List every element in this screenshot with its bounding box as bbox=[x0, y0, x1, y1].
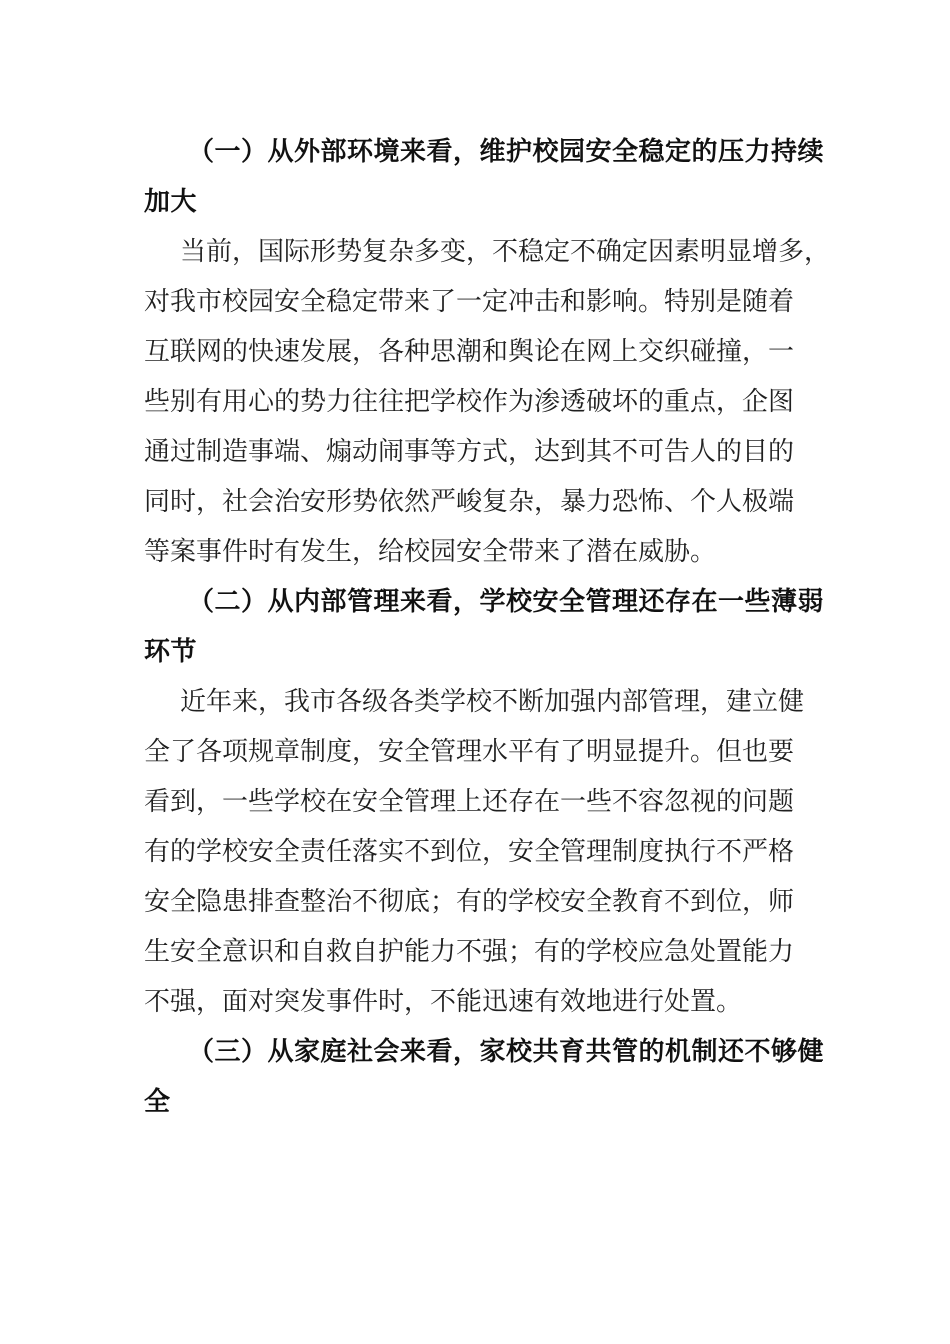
heading-line: （三）从家庭社会来看，家校共育共管的机制还不够健 bbox=[188, 1037, 825, 1067]
paragraph-line: 些别有用心的势力往往把学校作为渗透破坏的重点，企图 bbox=[144, 387, 795, 417]
heading-line: 全 bbox=[144, 1087, 171, 1117]
paragraph-line: 全了各项规章制度，安全管理水平有了明显提升。但也要 bbox=[144, 737, 795, 767]
paragraph-line: 有的学校安全责任落实不到位，安全管理制度执行不严格 bbox=[144, 837, 795, 867]
paragraph-line: 安全隐患排查整治不彻底；有的学校安全教育不到位，师 bbox=[144, 887, 795, 917]
paragraph-line: 不强，面对突发事件时，不能迅速有效地进行处置。 bbox=[144, 987, 743, 1017]
paragraph-line: 当前，国际形势复杂多变，不稳定不确定因素明显增多， bbox=[180, 237, 831, 267]
section-2-paragraph bbox=[144, 677, 810, 1027]
section-3-heading bbox=[144, 1027, 825, 1127]
heading-line: 加大 bbox=[144, 187, 198, 217]
heading-line: （一）从外部环境来看，维护校园安全稳定的压力持续 bbox=[188, 137, 825, 167]
paragraph-line: 生安全意识和自救自护能力不强；有的学校应急处置能力 bbox=[144, 937, 795, 967]
paragraph-line: 等案事件时有发生，给校园安全带来了潜在威胁。 bbox=[144, 537, 717, 567]
document-content bbox=[144, 127, 831, 1127]
paragraph-line: 对我市校园安全稳定带来了一定冲击和影响。特别是随着 bbox=[144, 287, 795, 317]
section-1-paragraph bbox=[144, 227, 831, 577]
paragraph-line: 近年来，我市各级各类学校不断加强内部管理，建立健 bbox=[180, 687, 805, 717]
heading-line: （二）从内部管理来看，学校安全管理还存在一些薄弱 bbox=[188, 587, 825, 617]
heading-line: 环节 bbox=[144, 637, 198, 667]
paragraph-line: 互联网的快速发展，各种思潮和舆论在网上交织碰撞，一 bbox=[144, 337, 795, 367]
paragraph-line: 看到，一些学校在安全管理上还存在一些不容忽视的问题 bbox=[144, 787, 795, 817]
paragraph-line: 同时，社会治安形势依然严峻复杂，暴力恐怖、个人极端 bbox=[144, 487, 795, 517]
section-1-heading bbox=[144, 127, 825, 227]
paragraph-line: 通过制造事端、煽动闹事等方式，达到其不可告人的目的 bbox=[144, 437, 795, 467]
section-2-heading bbox=[144, 577, 825, 677]
